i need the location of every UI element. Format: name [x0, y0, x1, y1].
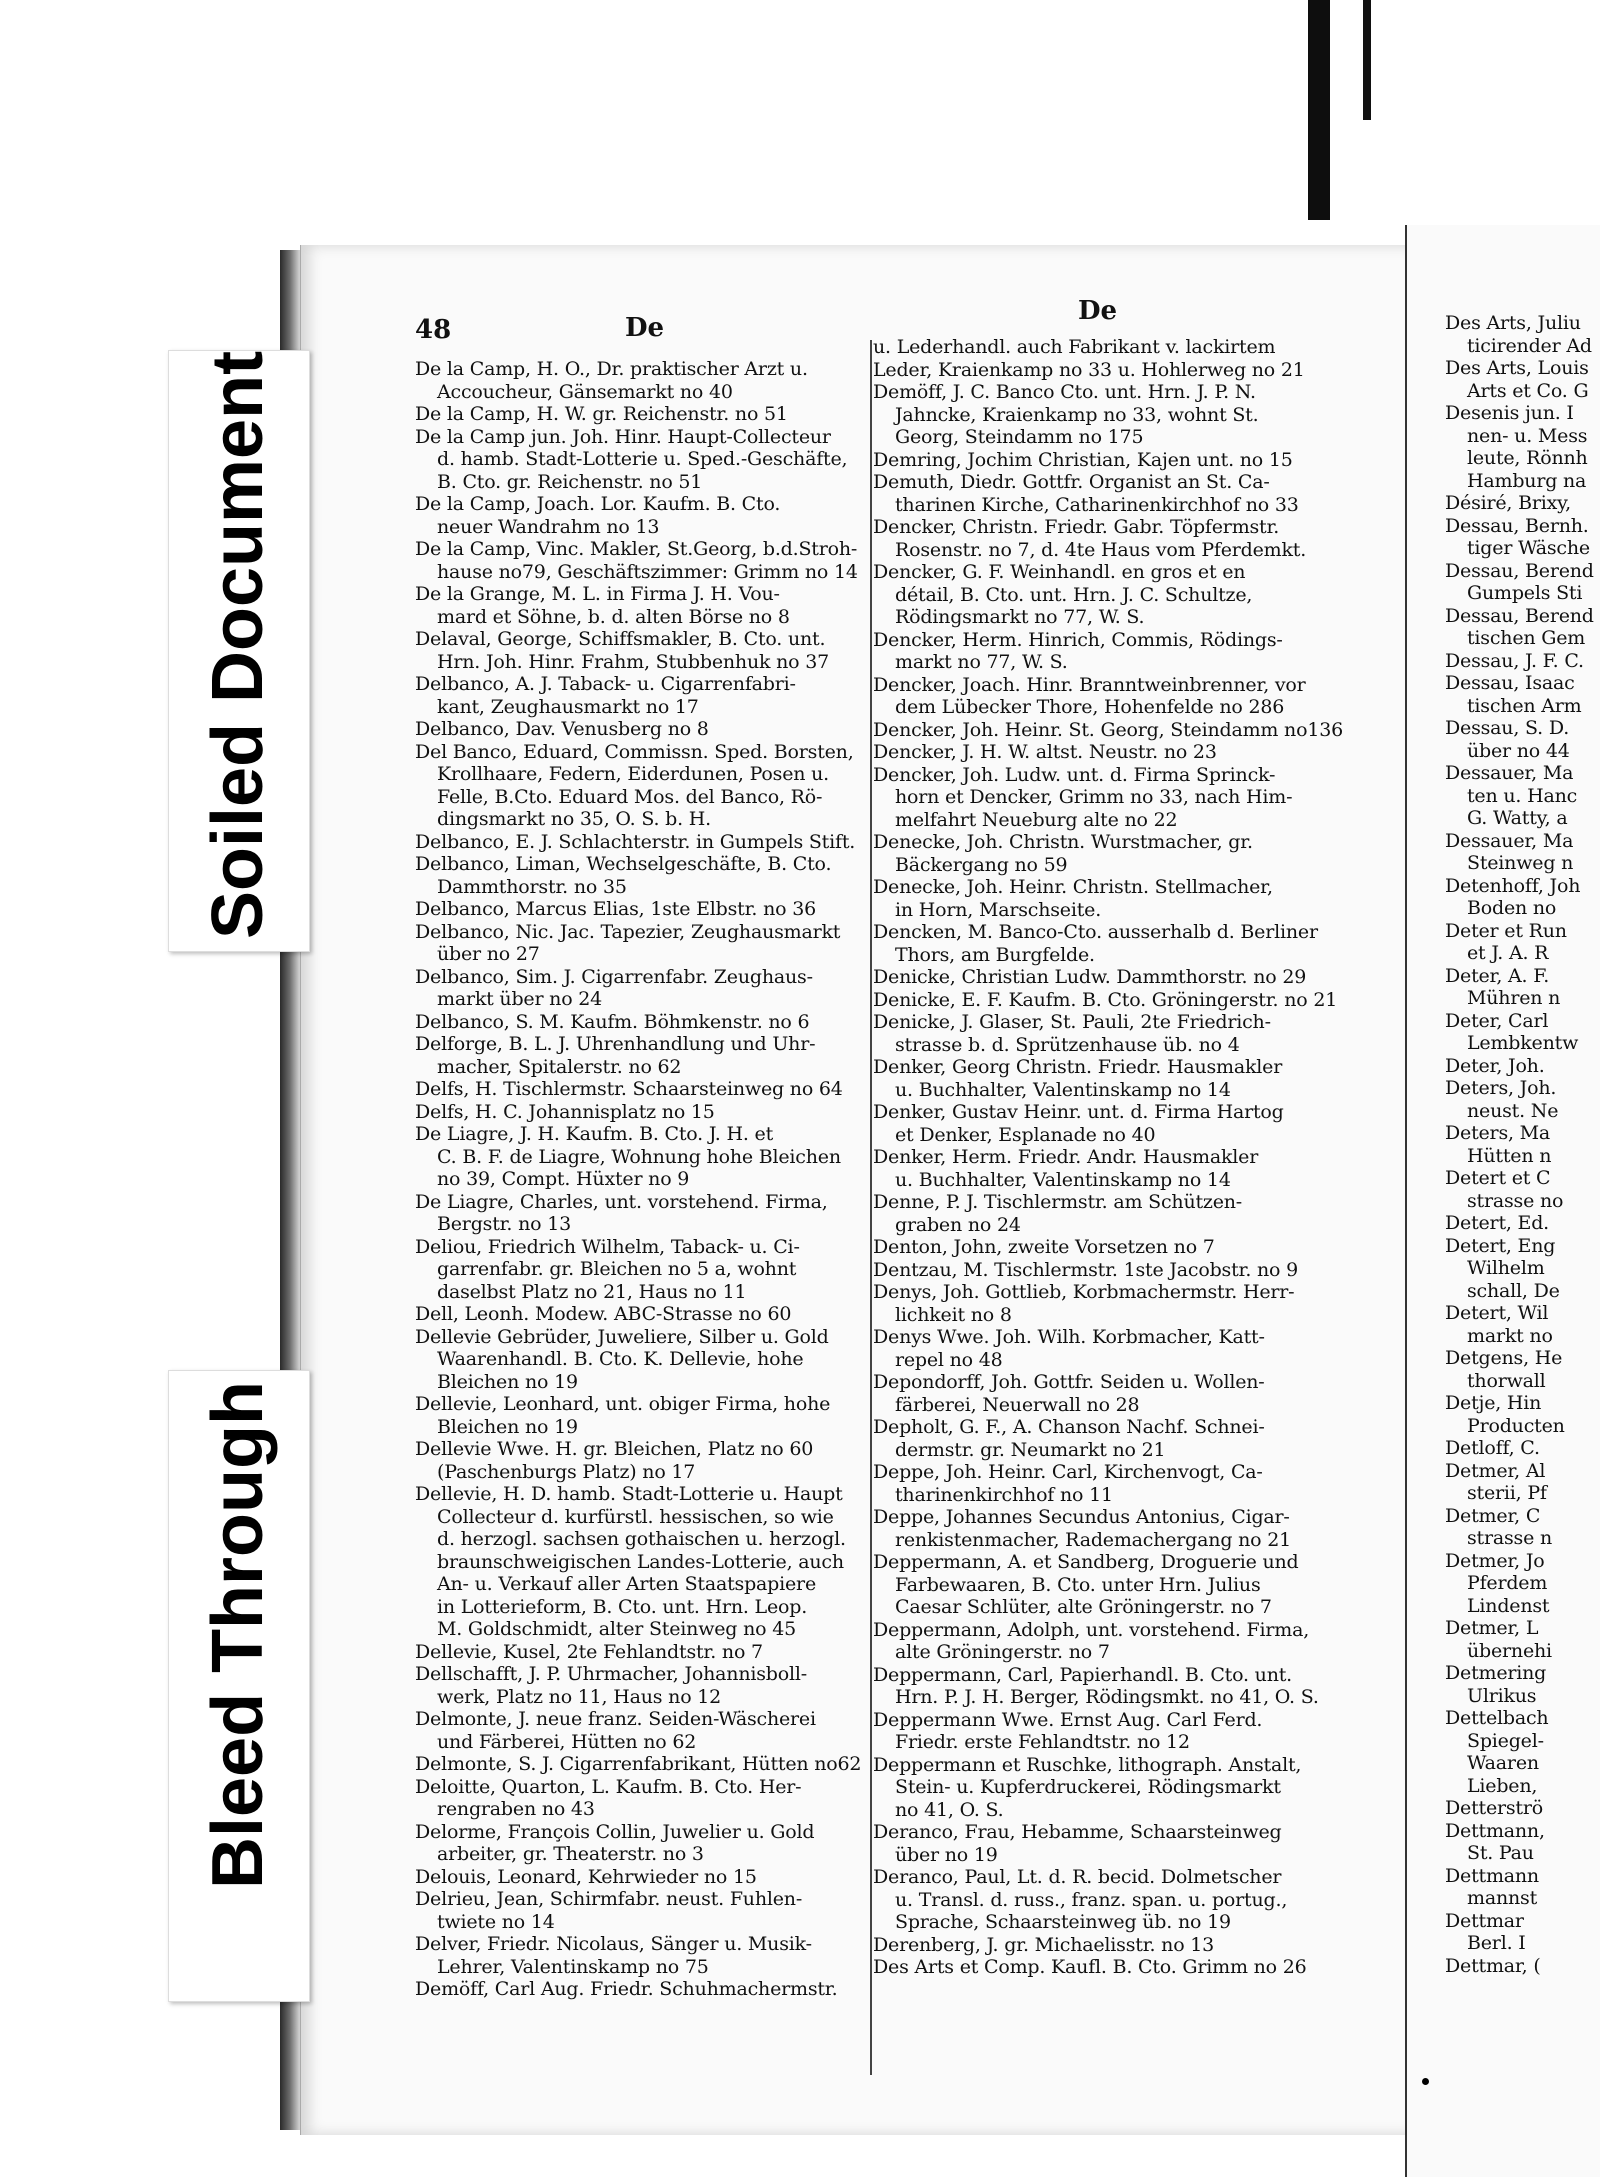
directory-entry-line: Thors, am Burgfelde.	[895, 943, 1095, 966]
directory-entry-line: Deloitte, Quarton, L. Kaufm. B. Cto. Her-	[415, 1775, 802, 1798]
directory-entry-line: Delbanco, Dav. Venusberg no 8	[415, 718, 709, 740]
directory-entry-line: Delbanco, Liman, Wechselgeschäfte, B. Cto.	[415, 853, 832, 875]
directory-entry-line: Desenis jun. I	[1445, 402, 1574, 424]
directory-entry-line: Detert et C	[1445, 1167, 1551, 1189]
directory-entry-line: Detenhoff, Joh	[1445, 874, 1581, 897]
directory-entry-line: Dessau, Berend	[1445, 559, 1594, 582]
directory-entry-line: Denicke, Christian Ludw. Dammthorstr. no 29	[873, 966, 1307, 988]
directory-entry-line: Spiegel-	[1467, 1729, 1544, 1752]
directory-entry-line: Dencker, Herm. Hinrich, Commis, Rödings-	[873, 628, 1283, 651]
directory-entry-line: mard et Söhne, b. d. alten Börse no 8	[437, 605, 790, 628]
directory-entry-line: färberei, Neuerwall no 28	[895, 1393, 1140, 1416]
directory-entry-line: Delfs, H. C. Johannisplatz no 15	[415, 1100, 715, 1123]
directory-entry-line: mannst	[1467, 1887, 1538, 1909]
directory-entry-line: De la Grange, M. L. in Firma J. H. Vou-	[415, 583, 780, 605]
directory-entry-line: Hamburg na	[1467, 469, 1587, 492]
directory-entry-line: Bäckergang no 59	[895, 853, 1068, 876]
directory-entry-line: Dencker, Joh. Ludw. unt. d. Firma Sprinck-	[873, 763, 1276, 786]
directory-entry-line: Delver, Friedr. Nicolaus, Sänger u. Musik-	[415, 1933, 812, 1955]
directory-entry-line: Deppermann et Ruschke, lithograph. Anstalt,	[873, 1753, 1302, 1776]
directory-entry-line: Detmering	[1445, 1662, 1547, 1684]
directory-entry-line: Collecteur d. kurfürstl. hessischen, so wie	[437, 1505, 834, 1528]
directory-entry-line: et Denker, Esplanade no 40	[895, 1123, 1156, 1146]
directory-entry-line: Detterströ	[1445, 1797, 1543, 1819]
directory-entry-line: dingsmarkt no 35, O. S. b. H.	[437, 808, 711, 830]
directory-entry-line: Deters, Ma	[1445, 1122, 1551, 1144]
directory-entry-line: Boden no	[1467, 897, 1557, 919]
directory-entry-line: Dell, Leonh. Modew. ABC-Strasse no 60	[415, 1303, 792, 1325]
directory-column-middle	[873, 336, 1353, 1979]
directory-entry-line: werk, Platz no 11, Haus no 12	[437, 1685, 722, 1708]
directory-entry-line: Lembkentw	[1467, 1032, 1579, 1054]
directory-entry-line: Depholt, G. F., A. Chanson Nachf. Schnei-	[873, 1416, 1265, 1438]
directory-entry-line: ten u. Hanc	[1467, 784, 1578, 807]
directory-entry-line: Dencker, Joh. Heinr. St. Georg, Steindamm no136	[873, 718, 1343, 741]
directory-entry-line: Demöff, J. C. Banco Cto. unt. Hrn. J. P. N.	[873, 381, 1256, 403]
directory-entry-line: Deter, A. F.	[1445, 964, 1550, 987]
directory-entry-line: Leder, Kraienkamp no 33 u. Hohlerweg no 21	[873, 358, 1305, 381]
directory-entry-line: Dettelbach	[1445, 1707, 1549, 1729]
directory-entry-line: Delmonte, S. J. Cigarrenfabrikant, Hütten no62	[415, 1753, 862, 1775]
directory-entry-line: Dentzau, M. Tischlermstr. 1ste Jacobstr. no 9	[873, 1258, 1299, 1281]
directory-entry-line: Dessauer, Ma	[1445, 829, 1574, 852]
directory-entry-line: braunschweigischen Landes-Lotterie, auch	[437, 1550, 844, 1573]
directory-entry-line: Dammthorstr. no 35	[437, 875, 627, 898]
soiled-document-label	[168, 350, 310, 952]
directory-entry-line: Deppe, Joh. Heinr. Carl, Kirchenvogt, Ca-	[873, 1461, 1263, 1483]
directory-entry-line: tischen Arm	[1467, 694, 1582, 717]
directory-entry-line: tharinenkirchhof no 11	[895, 1483, 1113, 1506]
directory-entry-line: dermstr. gr. Neumarkt no 21	[895, 1438, 1166, 1461]
directory-entry-line: d. herzogl. sachsen gothaischen u. herzogl.	[437, 1528, 846, 1550]
directory-entry-line: nen- u. Mess	[1467, 424, 1588, 447]
directory-entry-line: Dessau, Isaac	[1445, 672, 1575, 694]
directory-entry-line: graben no 24	[895, 1213, 1021, 1236]
directory-entry-line: melfahrt Neueburg alte no 22	[895, 808, 1178, 831]
directory-entry-line: Georg, Steindamm no 175	[895, 426, 1144, 448]
directory-entry-line: no 39, Compt. Hüxter no 9	[437, 1168, 690, 1190]
directory-entry-line: Mühren n	[1467, 987, 1561, 1009]
directory-entry-line: Dellevie Gebrüder, Juweliere, Silber u. Gold	[415, 1325, 829, 1348]
directory-entry-line: An- u. Verkauf aller Arten Staatspapiere	[437, 1573, 816, 1595]
directory-entry-line: Deter et Run	[1445, 919, 1567, 942]
directory-entry-line: in Lotterieform, B. Cto. unt. Hrn. Leop.	[437, 1595, 808, 1618]
directory-entry-line: Deranco, Paul, Lt. d. R. becid. Dolmetscher	[873, 1866, 1282, 1888]
directory-entry-line: Dellevie, Kusel, 2te Fehlandtstr. no 7	[415, 1640, 763, 1663]
directory-entry-line: De la Camp, H. O., Dr. praktischer Arzt u.	[415, 358, 808, 380]
directory-entry-line: repel no 48	[895, 1348, 1003, 1371]
bookmark-ribbon-secondary	[1363, 0, 1371, 120]
directory-entry-line: leute, Rönnh	[1467, 447, 1588, 469]
directory-entry-line: De Liagre, Charles, unt. vorstehend. Firma,	[415, 1190, 828, 1213]
directory-entry-line: Denicke, E. F. Kaufm. B. Cto. Gröningerstr. no 21	[873, 988, 1338, 1011]
directory-entry-line: Denicke, J. Glaser, St. Pauli, 2te Friedrich-	[873, 1011, 1271, 1033]
directory-entry-line: De la Camp, Vinc. Makler, St.Georg, b.d.Stroh-	[415, 538, 858, 560]
directory-entry-line: über no 44	[1467, 739, 1570, 762]
directory-entry-line: Detloff, C.	[1445, 1437, 1540, 1459]
directory-entry-line: Dellevie, H. D. hamb. Stadt-Lotterie u. Haupt	[415, 1483, 843, 1505]
directory-entry-line: u. Transl. d. russ., franz. span. u. portug.,	[895, 1888, 1288, 1911]
directory-entry-line: tiger Wäsche	[1467, 537, 1590, 559]
directory-entry-line: Dencker, J. H. W. altst. Neustr. no 23	[873, 741, 1217, 763]
directory-entry-line: strasse b. d. Sprützenhause üb. no 4	[895, 1033, 1240, 1056]
directory-entry-line: Dellschafft, J. P. Uhrmacher, Johannisboll-	[415, 1663, 807, 1685]
directory-entry-line: u. Buchhalter, Valentinskamp no 14	[895, 1078, 1231, 1101]
directory-entry-line: Berl. I	[1467, 1932, 1526, 1954]
directory-entry-line: über no 27	[437, 943, 540, 965]
directory-entry-line: Detert, Eng	[1445, 1234, 1556, 1257]
directory-entry-line: u. Lederhandl. auch Fabrikant v. lackirtem	[873, 336, 1276, 358]
directory-entry-line: arbeiter, gr. Theaterstr. no 3	[437, 1843, 704, 1865]
directory-entry-line: Delorme, François Collin, Juwelier u. Gold	[415, 1820, 815, 1843]
directory-entry-line: Farbewaaren, B. Cto. unter Hrn. Julius	[895, 1573, 1261, 1596]
directory-entry-line: Delouis, Leonard, Kehrwieder no 15	[415, 1865, 757, 1888]
directory-entry-line: Denys Wwe. Joh. Wilh. Korbmacher, Katt-	[873, 1326, 1265, 1348]
directory-entry-line: kant, Zeughausmarkt no 17	[437, 695, 699, 718]
directory-entry-line: Detmer, C	[1445, 1504, 1541, 1527]
page-number: 48	[415, 315, 452, 345]
directory-entry-line: daselbst Platz no 21, Haus no 11	[437, 1280, 747, 1303]
directory-entry-line: Delaval, George, Schiffsmakler, B. Cto. unt.	[415, 628, 826, 650]
directory-entry-line: Dettmar	[1445, 1909, 1524, 1932]
directory-entry-line: Pferdem	[1467, 1572, 1548, 1594]
directory-entry-line: Des Arts, Louis	[1445, 357, 1589, 379]
directory-entry-line: rengraben no 43	[437, 1798, 595, 1820]
directory-entry-line: tharinen Kirche, Catharinenkirchhof no 33	[895, 493, 1299, 516]
directory-entry-line: Rosenstr. no 7, d. 4te Haus vom Pferdemkt.	[895, 538, 1307, 561]
directory-entry-line: Dettmann,	[1445, 1819, 1545, 1842]
directory-entry-line: Wilhelm	[1467, 1257, 1545, 1279]
directory-entry-line: Deranco, Frau, Hebamme, Schaarsteinweg	[873, 1821, 1282, 1843]
directory-entry-line: neust. Ne	[1467, 1099, 1559, 1122]
directory-entry-line: lichkeit no 8	[895, 1303, 1012, 1326]
directory-entry-line: De la Camp jun. Joh. Hinr. Haupt-Collecteur	[415, 425, 831, 448]
directory-entry-line: Del Banco, Eduard, Commissn. Sped. Borsten,	[415, 740, 854, 763]
directory-entry-line: De Liagre, J. H. Kaufm. B. Cto. J. H. et	[415, 1123, 774, 1145]
directory-entry-line: Delforge, B. L. J. Uhrenhandlung und Uhr-	[415, 1033, 816, 1055]
directory-entry-line: sterii, Pf	[1467, 1482, 1547, 1504]
directory-entry-line: renkistenmacher, Rademachergang no 21	[895, 1528, 1292, 1551]
directory-entry-line: Dessauer, Ma	[1445, 762, 1574, 784]
directory-entry-line: markt no	[1467, 1324, 1553, 1347]
directory-entry-line: Denne, P. J. Tischlermstr. am Schützen-	[873, 1191, 1243, 1213]
directory-entry-line: Dencker, Christn. Friedr. Gabr. Töpfermstr.	[873, 516, 1280, 538]
directory-entry-line: Rödingsmarkt no 77, W. S.	[895, 606, 1145, 628]
directory-entry-line: Detmer, L	[1445, 1617, 1539, 1639]
directory-entry-line: Arts et Co. G	[1467, 379, 1589, 402]
directory-entry-line: Dellevie, Leonhard, unt. obiger Firma, hohe	[415, 1393, 831, 1415]
directory-entry-line: Deter, Carl	[1445, 1009, 1549, 1032]
directory-entry-line: Bleichen no 19	[437, 1370, 578, 1393]
directory-entry-line: Delbanco, S. M. Kaufm. Böhmkenstr. no 6	[415, 1010, 810, 1033]
directory-entry-line: Lehrer, Valentinskamp no 75	[437, 1955, 709, 1978]
directory-entry-line: (Paschenburgs Platz) no 17	[437, 1460, 696, 1483]
directory-entry-line: Detmer, Al	[1445, 1459, 1546, 1482]
directory-entry-line: dem Lübecker Thore, Hohenfelde no 286	[895, 696, 1285, 718]
directory-entry-line: Delfs, H. Tischlermstr. Schaarsteinweg no 64	[415, 1078, 843, 1100]
directory-entry-line: macher, Spitalerstr. no 62	[437, 1055, 682, 1078]
directory-entry-line: strasse no	[1467, 1189, 1564, 1212]
directory-entry-line: Dessau, J. F. C.	[1445, 649, 1584, 672]
directory-entry-line: St. Pau	[1467, 1842, 1534, 1864]
directory-entry-line: no 41, O. S.	[895, 1798, 1004, 1821]
directory-entry-line: Denecke, Joh. Heinr. Christn. Stellmacher,	[873, 876, 1273, 898]
directory-entry-line: Waaren	[1467, 1752, 1539, 1774]
directory-entry-line: Bergstr. no 13	[437, 1213, 572, 1235]
directory-entry-line: Bleichen no 19	[437, 1415, 578, 1438]
directory-entry-line: Deppermann Wwe. Ernst Aug. Carl Ferd.	[873, 1708, 1263, 1731]
directory-entry-line: u. Buchhalter, Valentinskamp no 14	[895, 1168, 1231, 1191]
directory-entry-line: neuer Wandrahm no 13	[437, 515, 660, 538]
directory-entry-line: Depondorff, Joh. Gottfr. Seiden u. Wollen-	[873, 1371, 1265, 1393]
directory-entry-line: ticirender Ad	[1467, 334, 1592, 357]
directory-column-right	[1445, 312, 1600, 1977]
directory-entry-line: twiete no 14	[437, 1910, 555, 1933]
directory-entry-line: Demuth, Diedr. Gottfr. Organist an St. Ca-	[873, 471, 1270, 493]
directory-entry-line: Lieben,	[1467, 1774, 1538, 1797]
directory-entry-line: M. Goldschmidt, alter Steinweg no 45	[437, 1618, 797, 1640]
directory-entry-line: Deters, Joh.	[1445, 1077, 1557, 1099]
directory-entry-line: Stein- u. Kupferdruckerei, Rödingsmarkt	[895, 1776, 1281, 1798]
directory-entry-line: Hrn. P. J. H. Berger, Rödingsmkt. no 41, O. S.	[895, 1686, 1319, 1708]
directory-entry-line: Gumpels Sti	[1467, 582, 1583, 604]
directory-entry-line: in Horn, Marschseite.	[895, 898, 1102, 921]
directory-entry-line: Deliou, Friedrich Wilhelm, Taback- u. Ci-	[415, 1235, 800, 1258]
directory-entry-line: Detmer, Jo	[1445, 1549, 1545, 1572]
directory-entry-line: et J. A. R	[1467, 942, 1549, 964]
bleed-through-label	[168, 1370, 310, 2002]
directory-entry-line: markt über no 24	[437, 988, 603, 1010]
directory-entry-line: Waarenhandl. B. Cto. K. Dellevie, hohe	[437, 1348, 804, 1370]
directory-entry-line: Friedr. erste Fehlandtstr. no 12	[895, 1731, 1190, 1753]
directory-entry-line: Delbanco, Nic. Jac. Tapezier, Zeughausmarkt	[415, 920, 841, 943]
directory-entry-line: Jahncke, Kraienkamp no 33, wohnt St.	[895, 403, 1259, 426]
directory-entry-line: Deppermann, Adolph, unt. vorstehend. Firma,	[873, 1618, 1310, 1641]
directory-entry-line: Denker, Gustav Heinr. unt. d. Firma Hartog	[873, 1101, 1284, 1123]
directory-entry-line: Felle, B.Cto. Eduard Mos. del Banco, Rö-	[437, 785, 823, 808]
soiled-document-text: Soiled Document	[198, 350, 278, 939]
directory-entry-line: Detert, Ed.	[1445, 1212, 1550, 1234]
directory-entry-line: Deppe, Johannes Secundus Antonius, Cigar-	[873, 1506, 1290, 1528]
directory-entry-line: Dessau, S. D.	[1445, 717, 1570, 739]
directory-entry-line: Denker, Herm. Friedr. Andr. Hausmakler	[873, 1146, 1259, 1168]
directory-entry-line: Hrn. Joh. Hinr. Frahm, Stubbenhuk no 37	[437, 650, 830, 673]
directory-entry-line: Delbanco, Sim. J. Cigarrenfabr. Zeughaus-	[415, 965, 813, 988]
directory-entry-line: De la Camp, H. W. gr. Reichenstr. no 51	[415, 403, 788, 425]
directory-entry-line: garrenfabr. gr. Bleichen no 5 a, wohnt	[437, 1258, 797, 1280]
directory-column-left	[415, 358, 875, 2001]
column-header-left: De	[625, 313, 665, 343]
directory-entry-line: Delrieu, Jean, Schirmfabr. neust. Fuhlen-	[415, 1888, 803, 1910]
directory-entry-line: d. hamb. Stadt-Lotterie u. Sped.-Geschäfte,	[437, 448, 848, 470]
directory-entry-line: schall, De	[1467, 1279, 1560, 1302]
bookmark-ribbon	[1308, 0, 1330, 220]
directory-entry-line: Des Arts, Juliu	[1445, 312, 1581, 334]
directory-entry-line: strasse n	[1467, 1527, 1553, 1549]
directory-entry-line: Dencker, G. F. Weinhandl. en gros et en	[873, 561, 1246, 583]
directory-entry-line: Lindenst	[1467, 1594, 1550, 1617]
directory-entry-line: über no 19	[895, 1843, 998, 1866]
directory-entry-line: Demöff, Carl Aug. Friedr. Schuhmachermstr.	[415, 1978, 838, 2000]
directory-entry-line: Ulrikus	[1467, 1684, 1537, 1707]
directory-entry-line: Dellevie Wwe. H. gr. Bleichen, Platz no 60	[415, 1438, 814, 1460]
directory-entry-line: Producten	[1467, 1414, 1565, 1437]
bleed-through-text: Bleed Through	[198, 1381, 278, 1889]
directory-entry-line: Dettmar, (	[1445, 1954, 1541, 1977]
directory-entry-line: Denecke, Joh. Christn. Wurstmacher, gr.	[873, 831, 1253, 853]
column-header-right: De	[1078, 296, 1118, 326]
directory-entry-line: Des Arts et Comp. Kaufl. B. Cto. Grimm no 26	[873, 1956, 1307, 1978]
directory-entry-line: Deppermann, A. et Sandberg, Droguerie und	[873, 1551, 1299, 1573]
directory-entry-line: Delmonte, J. neue franz. Seiden-Wäscherei	[415, 1708, 816, 1730]
directory-entry-line: Delbanco, Marcus Elias, 1ste Elbstr. no 36	[415, 898, 816, 920]
directory-entry-line: alte Gröningerstr. no 7	[895, 1641, 1110, 1663]
directory-entry-line: Dencker, Joach. Hinr. Branntweinbrenner, vor	[873, 673, 1306, 696]
directory-entry-line: Dessau, Berend	[1445, 604, 1594, 627]
directory-entry-line: Accoucheur, Gänsemarkt no 40	[437, 380, 733, 403]
directory-entry-line: Deppermann, Carl, Papierhandl. B. Cto. unt.	[873, 1663, 1293, 1686]
directory-entry-line: Dettmann	[1445, 1864, 1539, 1887]
directory-entry-line: Denys, Joh. Gottlieb, Korbmachermstr. Herr-	[873, 1281, 1295, 1303]
directory-entry-line: Delbanco, E. J. Schlachterstr. in Gumpels Stift.	[415, 830, 856, 853]
directory-entry-line: C. B. F. de Liagre, Wohnung hohe Bleichen	[437, 1145, 841, 1168]
directory-entry-line: détail, B. Cto. unt. Hrn. J. C. Schultze,	[895, 583, 1253, 606]
directory-entry-line: und Färberei, Hütten no 62	[437, 1730, 697, 1753]
directory-entry-line: Sprache, Schaarsteinweg üb. no 19	[895, 1911, 1231, 1933]
directory-entry-line: Dessau, Bernh.	[1445, 514, 1589, 537]
directory-entry-line: Steinweg n	[1467, 852, 1574, 874]
directory-entry-line: Deter, Joh.	[1445, 1054, 1545, 1077]
directory-entry-line: Delbanco, A. J. Taback- u. Cigarrenfabri-	[415, 673, 796, 695]
directory-entry-line: Désiré, Brixy,	[1445, 492, 1571, 514]
directory-entry-line: Krollhaare, Federn, Eiderdunen, Posen u.	[437, 763, 829, 785]
directory-entry-line: Detert, Wil	[1445, 1302, 1549, 1324]
directory-entry-line: thorwall	[1467, 1369, 1546, 1392]
directory-entry-line: markt no 77, W. S.	[895, 651, 1068, 673]
directory-entry-line: Dencken, M. Banco-Cto. ausserhalb d. Berliner	[873, 921, 1318, 943]
directory-entry-line: Denker, Georg Christn. Friedr. Hausmakler	[873, 1056, 1283, 1078]
directory-entry-line: Demring, Jochim Christian, Kajen unt. no 15	[873, 448, 1293, 471]
directory-entry-line: Caesar Schlüter, alte Gröningerstr. no 7	[895, 1596, 1272, 1618]
directory-entry-line: Denton, John, zweite Vorsetzen no 7	[873, 1236, 1215, 1258]
directory-entry-line: übernehi	[1467, 1639, 1552, 1662]
directory-entry-line: Detgens, He	[1445, 1347, 1563, 1369]
directory-entry-line: G. Watty, a	[1467, 807, 1568, 829]
directory-entry-line: horn et Dencker, Grimm no 33, nach Him-	[895, 786, 1293, 808]
directory-entry-line: De la Camp, Joach. Lor. Kaufm. B. Cto.	[415, 493, 781, 515]
directory-entry-line: Hütten n	[1467, 1144, 1552, 1167]
directory-entry-line: tischen Gem	[1467, 627, 1586, 649]
directory-entry-line: Derenberg, J. gr. Michaelisstr. no 13	[873, 1933, 1215, 1956]
ink-spot	[1422, 2078, 1429, 2085]
directory-entry-line: B. Cto. gr. Reichenstr. no 51	[437, 470, 703, 493]
directory-entry-line: hause no79, Geschäftszimmer: Grimm no 14	[437, 560, 858, 583]
directory-entry-line: Detje, Hin	[1445, 1392, 1542, 1414]
